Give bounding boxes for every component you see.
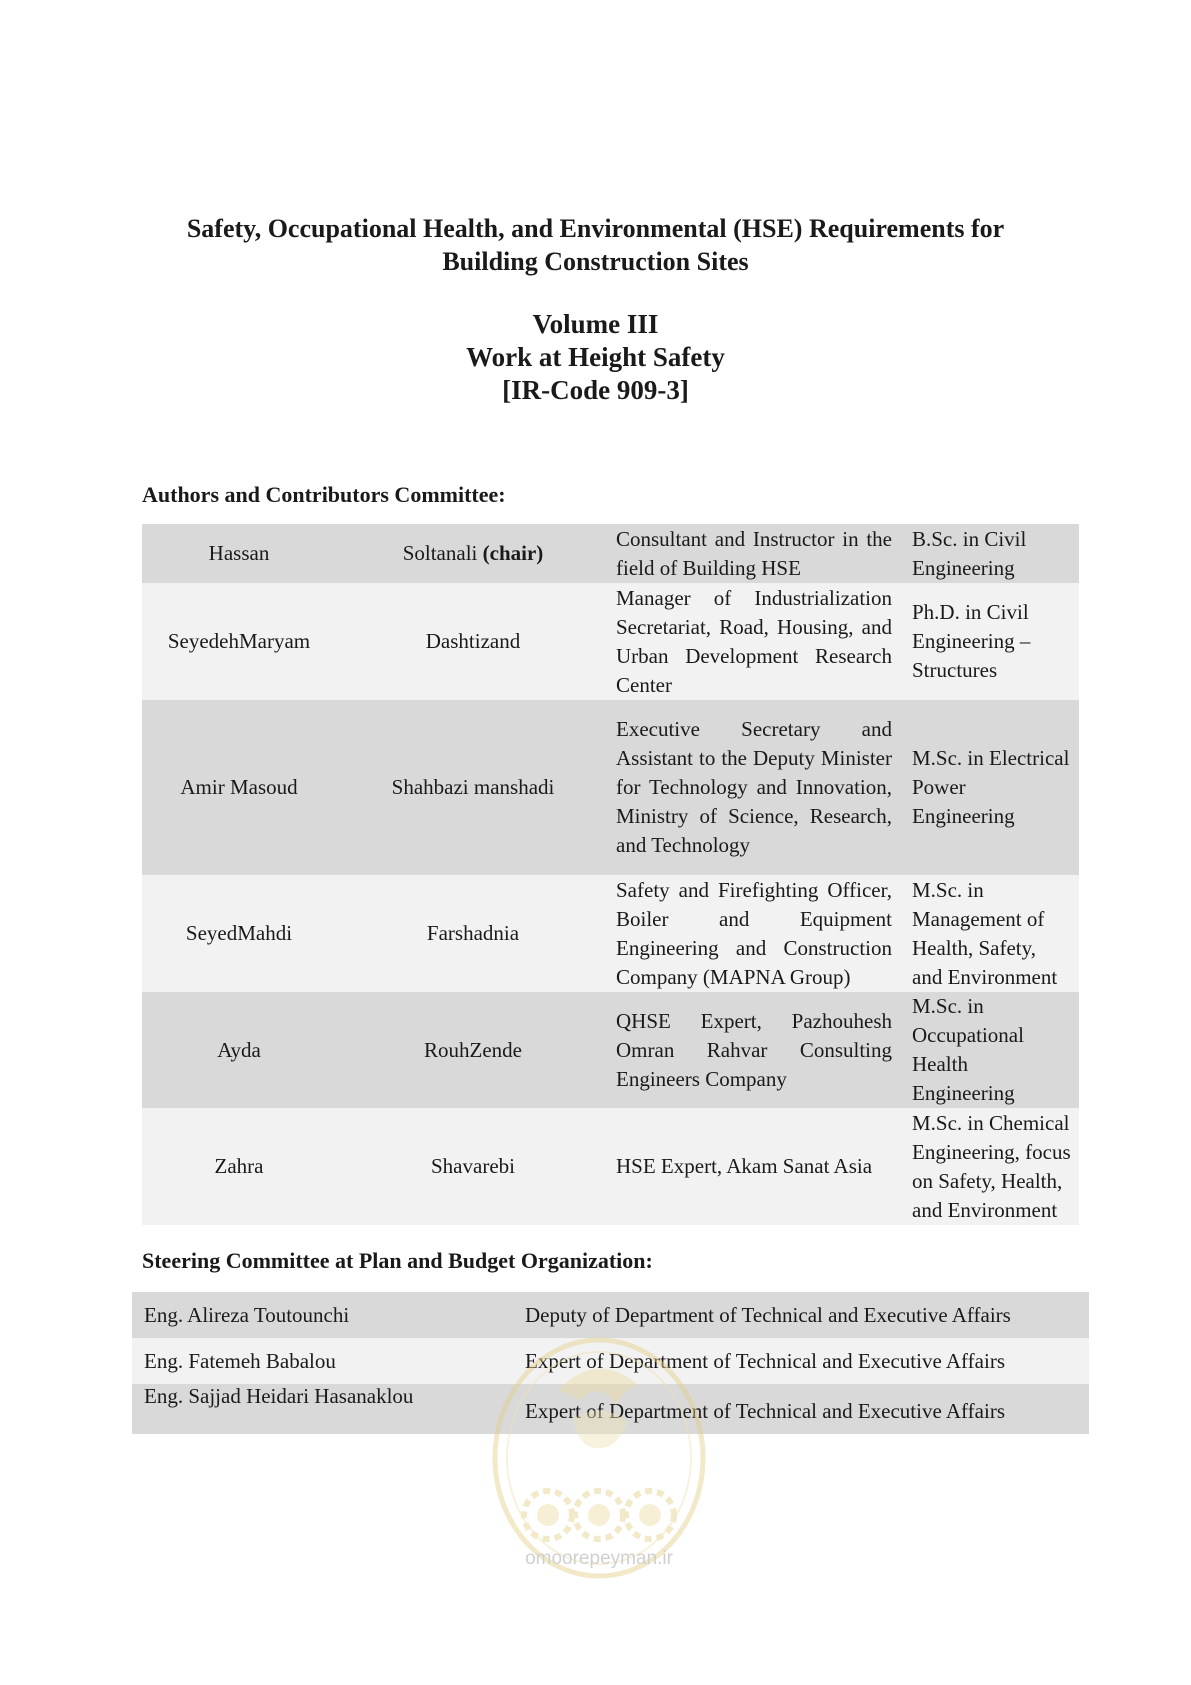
title-line-2: Building Construction Sites xyxy=(442,247,749,276)
table-row xyxy=(142,524,1079,583)
position: Executive Secretary and Assistant to the Deputy Minister for Technology and Innovation, Ministry of Science, Research, and Technology xyxy=(610,700,904,875)
title-block xyxy=(0,212,1191,407)
first-name: Zahra xyxy=(142,1108,336,1225)
position: HSE Expert, Akam Sanat Asia xyxy=(610,1108,904,1225)
first-name: SeyedMahdi xyxy=(142,875,336,992)
position: QHSE Expert, Pazhouhesh Omran Rahvar Consulting Engineers Company xyxy=(610,992,904,1108)
table-row xyxy=(142,992,1079,1108)
table-row xyxy=(142,875,1079,992)
first-name: Ayda xyxy=(142,992,336,1108)
degree: B.Sc. in Civil Engineering xyxy=(904,524,1079,583)
title-line-1: Safety, Occupational Health, and Environmental (HSE) Requirements for xyxy=(186,214,1005,243)
degree: M.Sc. in Management of Health, Safety, and Environment xyxy=(904,875,1079,992)
steering-heading: Steering Committee at Plan and Budget Organization: xyxy=(142,1248,653,1273)
last-name: Shahbazi manshadi xyxy=(336,700,610,875)
table-row xyxy=(142,700,1079,875)
member-name: Eng. Alireza Toutounchi xyxy=(132,1292,513,1338)
degree: M.Sc. in Chemical Engineering, focus on Safety, Health, and Environment xyxy=(904,1108,1079,1225)
member-role: Expert of Department of Technical and Executive Affairs xyxy=(513,1338,1089,1384)
first-name: SeyedehMaryam xyxy=(142,583,336,700)
last-name: Farshadnia xyxy=(336,875,610,992)
member-name: Eng. Sajjad Heidari Hasanaklou xyxy=(132,1384,513,1434)
degree: M.Sc. in Electrical Power Engineering xyxy=(904,700,1079,875)
authors-table xyxy=(142,524,1079,1225)
degree: Ph.D. in Civil Engineering – Structures xyxy=(904,583,1079,700)
volume-block xyxy=(0,308,1191,407)
watermark-text: omoorepeyman.ir xyxy=(525,1548,673,1569)
last-name: RouhZende xyxy=(336,992,610,1108)
last-name xyxy=(336,524,610,583)
code-label: [IR-Code 909-3] xyxy=(502,375,689,405)
member-role: Deputy of Department of Technical and Executive Affairs xyxy=(513,1292,1089,1338)
member-name: Eng. Fatemeh Babalou xyxy=(132,1338,513,1384)
document-title xyxy=(0,212,1191,278)
position: Safety and Firefighting Officer, Boiler and Equipment Engineering and Construction Company (MAPNA Group) xyxy=(610,875,904,992)
last-name: Shavarebi xyxy=(336,1108,610,1225)
table-row xyxy=(142,1108,1079,1225)
volume-label: Volume III xyxy=(532,309,659,339)
last-name: Dashtizand xyxy=(336,583,610,700)
position: Consultant and Instructor in the field of Building HSE xyxy=(610,524,904,583)
first-name: Hassan xyxy=(142,524,336,583)
chair-label: (chair) xyxy=(482,541,544,565)
authors-heading: Authors and Contributors Committee: xyxy=(142,482,506,507)
position: Manager of Industrialization Secretariat, Road, Housing, and Urban Development Research Center xyxy=(610,583,904,700)
member-role: Expert of Department of Technical and Executive Affairs xyxy=(513,1384,1089,1434)
last-name-text: Soltanali xyxy=(402,541,478,565)
degree: M.Sc. in Occupational Health Engineering xyxy=(904,992,1079,1108)
volume-subtitle: Work at Height Safety xyxy=(466,342,725,372)
table-row xyxy=(142,583,1079,700)
first-name: Amir Masoud xyxy=(142,700,336,875)
